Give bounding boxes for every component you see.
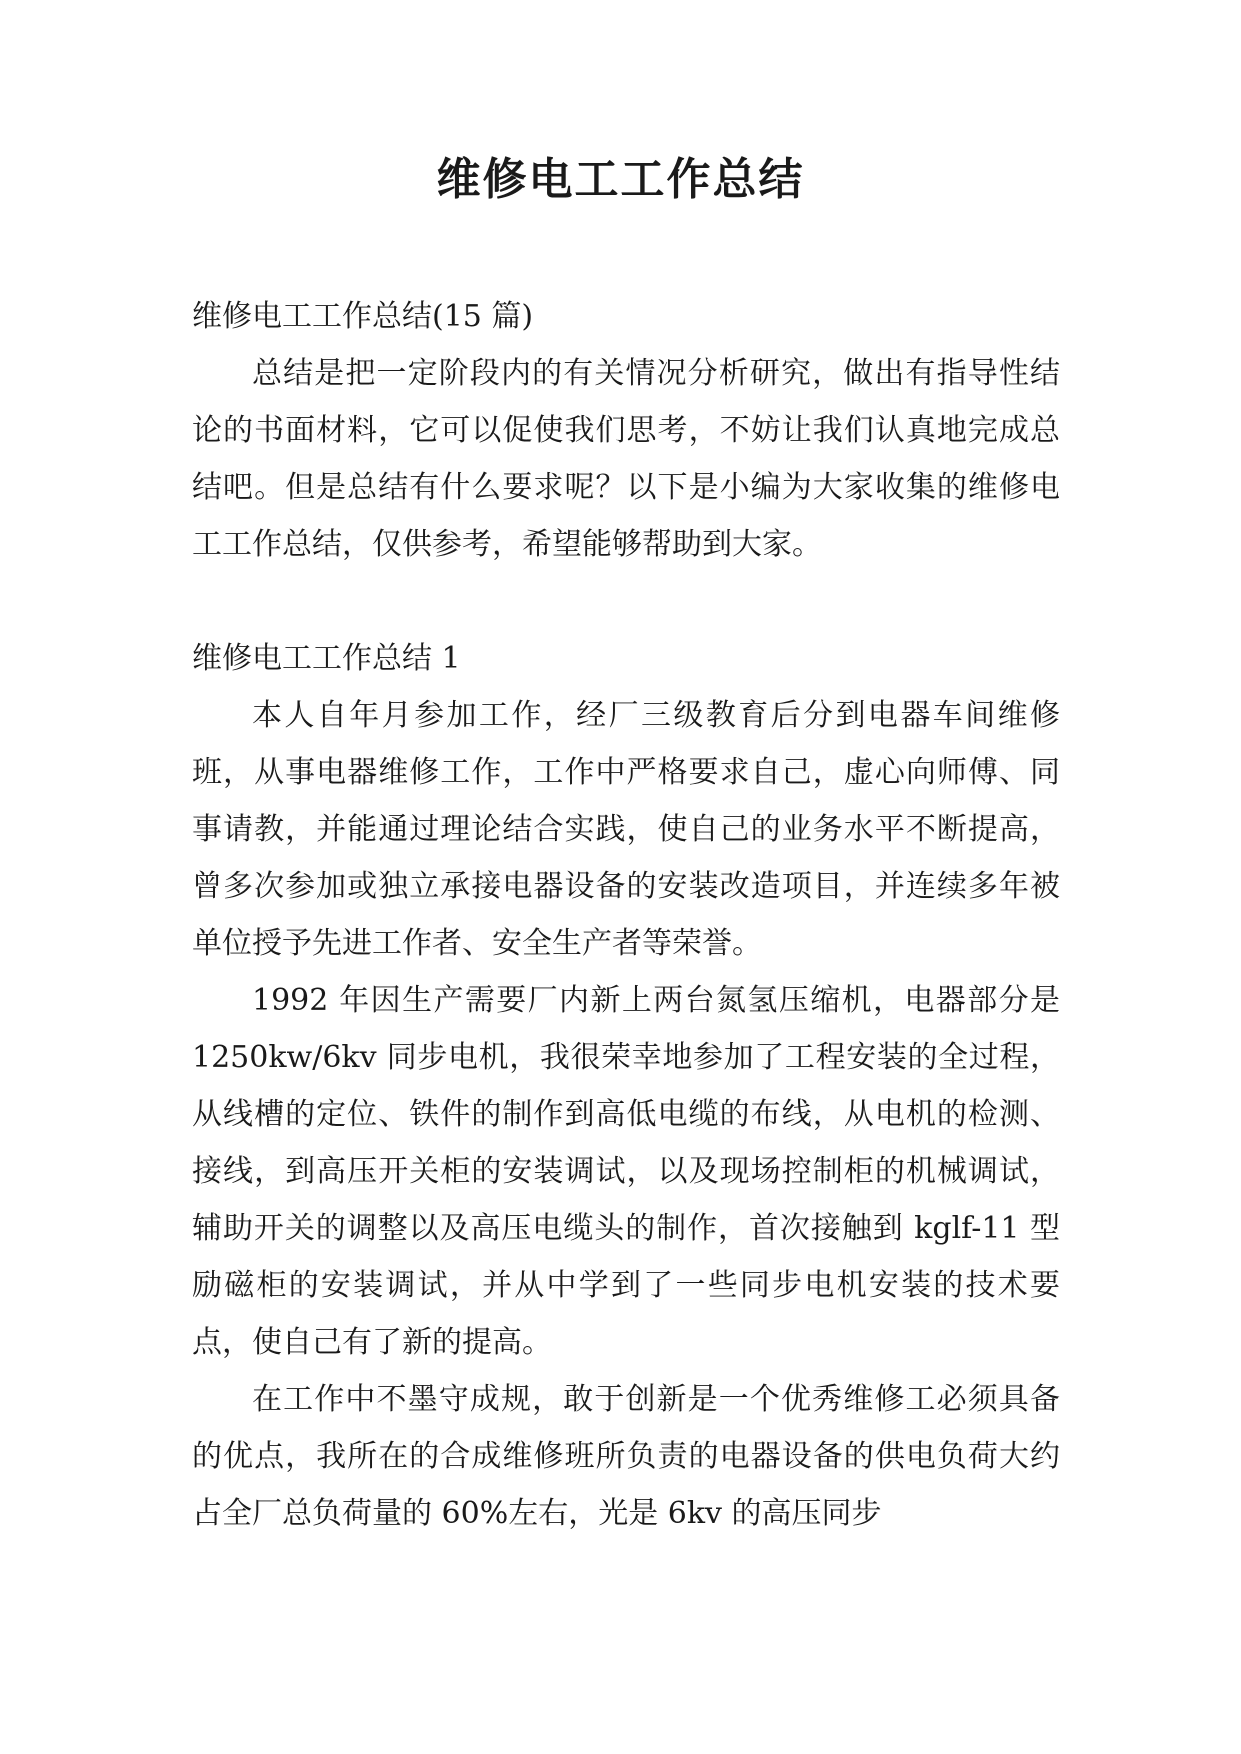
document-body [192, 288, 1060, 1542]
body-paragraph: 本人自年月参加工作，经厂三级教育后分到电器车间维修班，从事电器维修工作，工作中严格要求自己，虚心向师傅、同事请教，并能通过理论结合实践，使自己的业务水平不断提高，曾多次参加或独立承接电器设备的安装改造项目，并连续多年被单位授予先进工作者、安全生产者等荣誉。 [192, 698, 1060, 961]
intro-paragraph: 总结是把一定阶段内的有关情况分析研究，做出有指导性结论的书面材料，它可以促使我们思考，不妨让我们认真地完成总结吧。但是总结有什么要求呢？以下是小编为大家收集的维修电工工作总结，仅供参考，希望能够帮助到大家。 [192, 356, 1060, 562]
section-spacer [192, 573, 1060, 630]
document-title: 维修电工工作总结 [436, 154, 805, 205]
body-paragraph: 在工作中不墨守成规，敢于创新是一个优秀维修工必须具备的优点，我所在的合成维修班所负责的电器设备的供电负荷大约占全厂总负荷量的 60%左右，光是 6kv 的高压同步 [192, 1382, 1060, 1531]
document-subtitle: 维修电工工作总结(15 篇) [192, 299, 534, 334]
body-paragraph: 1992 年因生产需要厂内新上两台氮氢压缩机，电器部分是 1250kw/6kv 同步电机，我很荣幸地参加了工程安装的全过程，从线槽的定位、铁件的制作到高低电缆的布线，从电机的检测、接线，到高压开关柜的安装调试，以及现场控制柜的机械调试，辅助开关的调整以及高压电缆头的制作，首次接触到 kglf-11 型励磁柜的安装调试，并从中学到了一些同步电机安装的技术要点，使自己有了新的提高。 [192, 983, 1060, 1360]
section-heading: 维修电工工作总结 1 [192, 641, 461, 676]
